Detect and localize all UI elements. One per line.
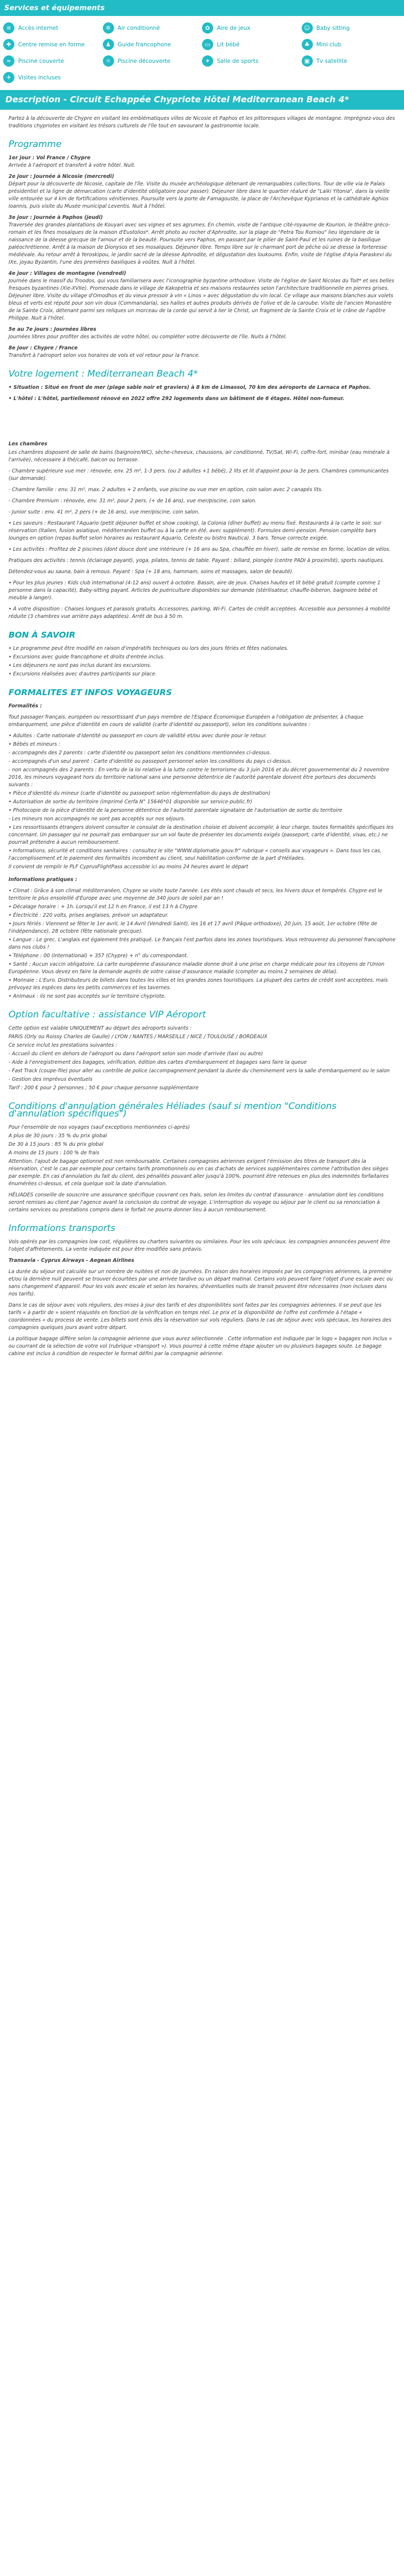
equipment-item <box>3 38 103 51</box>
transport-companies: Transavia - Cyprus Airways - Aegean Airlines <box>9 1258 134 1263</box>
bon-a-savoir-item: • Les déjeuners ne sont pas inclus durant les excursions. <box>9 663 152 669</box>
equipments-title: Services et équipements <box>0 0 404 16</box>
equipment-item <box>202 22 302 34</box>
equipment-item <box>202 55 302 67</box>
bon-a-savoir-title: BON À SAVOIR <box>9 630 76 640</box>
vip-item: - Gestion des imprévus éventuels <box>9 1077 93 1082</box>
annulation-p1: Attention, l'ajout de bagage optionnel est non remboursable. Certaines compagnies aériennes exigent l'émission des titres de transport dès la réservation, c'est le cas par exemple pour certains tarifs promotionnels ou en cas d'achats de services supplémentaires comme l'attribution des sièges par exemple. En cas d'annulation du fait du client, des pénalités pouvant aller jusqu'à 100%, pourront être retenues en plus des indemnités forfaitaires énumérées ci-dessus, et cela quelque soit la date d'annulation. <box>9 1159 389 1187</box>
annulation-item: De 30 à 15 jours : 85 % du prix global <box>9 1142 103 1147</box>
content <box>0 110 404 1377</box>
hotel-situation: • Situation : Situé en front de mer (plage sable noir et graviers) à 8 km de Limassol, 70 km des aéroports de Larnaca et Paphos. <box>9 385 371 390</box>
hotel-title: Votre logement : Mediterranean Beach 4* <box>9 369 198 379</box>
equipment-item <box>302 38 401 51</box>
day-head: 4e jour : Villages de montagne (vendredi) <box>9 271 126 276</box>
formalites-list <box>9 732 395 871</box>
day-head: 5e au 7e jours : Journées libres <box>9 327 96 332</box>
equipment-item <box>3 71 103 84</box>
formalites-item: • Photocopie de la pièce d'identité de la personne détentrice de l'autorité parentale signataire de l'autorisation de sortie du territoire <box>9 808 343 813</box>
equipment-item <box>103 55 203 67</box>
equipment-label: Visites incluses <box>18 74 61 81</box>
formalites-item: Il convient de remplir le PLF CyprusFlightPass accessible ici au moins 24 heures avant le départ <box>9 864 248 870</box>
formalites-item: • Adultes : Carte nationale d'identité ou passeport en cours de validité et/ou avec durée pour le retour. <box>9 733 267 739</box>
practical-item: • Jours fériés : Viennent se fêter le 1er avril, le 14 Avril (Vendredi Saint), les 16 et 17 avril (Pâque orthodoxe), 20 juin, 15 août, 1er octobre (fête de l'indépendance), 28 octobre (fête nationale grecque). <box>9 921 377 934</box>
day-head: 3e jour : Journée à Paphos (jeudi) <box>9 215 103 221</box>
indoor-pool-icon: ≈ <box>3 55 14 67</box>
equipment-label: Piscine couverte <box>18 58 64 64</box>
hotel-pay: Pratiques des activités : tennis (éclairage payant), yoga, pilates, tennis de table. Payant : billard, plongée (centre PADI à proximité), sports nautiques. <box>9 558 384 564</box>
practical-item: • Téléphone : 00 (International) + 357 (Chypre) + n° du correspondant. <box>9 953 188 959</box>
equipment-label: Piscine découverte <box>117 58 171 64</box>
practical-item: • Monnaie : L'Euro. Distributeurs de billets dans toutes les villes et les grandes zones touristiques. La plupart des cartes de crédit sont acceptées, mais prévoyez les espèces dans les petits commerces et les tavernes. <box>9 977 388 991</box>
equipments-grid <box>0 16 404 90</box>
equipment-label: Guide francophone <box>117 41 171 48</box>
gym-icon: ✦ <box>202 55 213 67</box>
hotel-activities: • Les activités : Profitez de 2 piscines (dont douce dont une intérieure (+ 16 ans au Spa, chauffée en hiver), salle de remise en forme, location de vélos. <box>9 547 391 552</box>
club-icon: ♣ <box>302 39 313 50</box>
description-intro: Partez à la découverte de Chypre en visitant les emblématiques villes de Nicosie et Paphos et les pittoresques villages de montagne. Imprégnez-vous des traditions chypriotes en visitant les trésors culturels de l'île tout en savourant la gastronomie locale. <box>9 116 395 129</box>
formalites-head: Formalités : <box>9 703 42 709</box>
rooms-sup: - Chambre supérieure vue mer : rénovée, env. 25 m², 1-3 pers. (ou 2 adultes +1 bébé), 2 lits et lit d'appoint pour la 3e pers. Chambres communicantes (sur demande). <box>9 468 389 482</box>
transport-title: Informations transports <box>9 1223 116 1234</box>
equipment-label: Accès internet <box>18 25 59 31</box>
formalites-item: • Autorisation de sortie du territoire (imprimé Cerfa N° 15646*01 disponible sur service-public.fr) <box>9 799 253 805</box>
equipment-label: Aire de jeux <box>217 25 251 31</box>
hotel-spa: Détendez-vous au sauna, bain à remous. Payant : Spa (+ 18 ans, hammam, soins et massages, salon de beauté). <box>9 569 294 575</box>
equipment-label: Salle de sports <box>217 58 258 64</box>
formalites-item: • Les ressortissants étrangers doivent consulter le consulat de la destination choisie et doivent accomplir, à leur charge, toutes formalités spécifiques les concernant. Un passager qui ne pourrait pas embarquer sur un vol faute de présenter les documents exigés (passeport, carte d'identité, visas, etc.) ne pourrait prétendre à aucun remboursement. <box>9 825 394 845</box>
day-text: Arrivée à l'aéroport et transfert à votre hôtel. Nuit. <box>9 162 136 168</box>
rooms-junior: - Junior suite : env. 41 m², 2 pers (+ de 16 ans), vue mer/piscine, coin salon. <box>9 509 200 515</box>
hotel-kids: • Pour les plus jeunes : Kids club international (4-12 ans) ouvert à octobre. Bassin, aire de jeux. Chaises hautes et lit bébé gratuit (compte comme 1 personne dans la capacité), Baby-sitting payant. Articles de puériculture disponibles sur demande (stérilisateur, chauffe-biberon, baignoire bébé et meuble à langer). <box>9 580 381 601</box>
programme-days <box>9 154 395 360</box>
vip-includes: Ce service inclut les prestations suivantes : <box>9 1042 117 1048</box>
bon-a-savoir-item: • Le programme peut être modifié en raison d'impératifs techniques ou lors des jours fériés et fêtes nationales. <box>9 646 289 651</box>
crib-icon: ▭ <box>202 39 213 50</box>
equipment-item <box>302 22 401 34</box>
practical-item: • Décalage horaire : + 1h. Lorsqu'il est 12 h en France, il est 13 h à Chypre <box>9 904 198 910</box>
day-text: Transfert à l'aéroport selon vos horaires de vols et vol retour pour la France. <box>9 353 200 358</box>
day-head: 1er jour : Vol France / Chypre <box>9 155 91 161</box>
equipment-label: Mini club <box>316 41 342 48</box>
vip-item: Tarif : 200 € pour 2 personnes ; 50 € pour chaque personne supplémentaire <box>9 1085 199 1091</box>
day-text: Départ pour la découverte de Nicosie, capitale de l'île. Visite du musée archéologique détenant de remarquables collections. Tour de ville via le Palais présidentiel et la ligne de démarcation (carte d'identité obligatoire pour passer). Déjeuner libre dans le quartier réaluré de "Laiki Yitonia", dans la vieille ville entourée sur 4 km de fortifications vénitiennes. Poursuite vers la porte de Famagouste, la place de l'Archevêque Kyprianos et la cathédrale Aghios Ioannis, puis visite du Musée municipal Leventis. Nuit à l'hôtel. <box>9 181 390 209</box>
description-title: Description - Circuit Echappée Chypriote Hôtel Mediterranean Beach 4* <box>0 90 404 110</box>
rooms-head: Les chambres <box>9 441 47 447</box>
bon-a-savoir-item: • Excursions réalisées avec d'autres participants sur place. <box>9 671 157 677</box>
annulation-list <box>9 1132 395 1157</box>
practical-item: • Santé : Aucun vaccin obligatoire. La carte européenne d'assurance maladie donne droit à une prise en charge médicale pour les citoyens de l'Union Européenne. Vous devez en faire la demande auprès de votre caisse d'assurance maladie (compter au moins 2 semaines de délai). <box>9 961 385 975</box>
equipment-label: Centre remise en forme <box>18 41 85 48</box>
programme-title: Programme <box>9 139 62 150</box>
vip-item: - Aide à l'enregistrement des bagages, vérification, édition des cartes d'embarquement et bagages sans faire la queue <box>9 1059 307 1065</box>
annulation-item: A plus de 30 jours : 35 % du prix global <box>9 1133 107 1139</box>
transport-p2: La durée du séjour est calculée sur un nombre de nuitées et non de journées. En raison des horaires imposés par les compagnies aériennes, la première et/ou la dernière nuit peuvent se trouver écourtées par une arrivée tardive ou un départ matinal. Certains vols peuvent faire l'objet d'une escale avec ou sans changement d'appareil. Pour les vols avec escale et selon les horaires, d'éventuelles nuits de transit peuvent être nécessaires (non incluses dans nos tarifs). <box>9 1269 393 1297</box>
day-head: 2e jour : Journée à Nicosie (mercredi) <box>9 174 115 180</box>
formalites-item: - accompagnés d'un seul parent : Carte d'identité ou passeport personnel selon les conditions du pays ci-dessus. <box>9 759 292 764</box>
formalites-item: - Les mineurs non accompagnés ne sont pas acceptés sur nos séjours. <box>9 816 185 822</box>
vip-title: Option facultative : assistance VIP Aéroport <box>9 1009 206 1020</box>
equipment-item <box>202 38 302 51</box>
annulation-p2: HÉLIADES conseille de souscrire une assurance spécifique couvrant ces frais, selon les limites du contrat d'assurance - annulation dont les conditions seront remises au client par l'agence avant la conclusion du contrat de voyage. L'interruption du voyage ou séjour par le client ou sa renonciation à certains services ou prestations compris dans le forfait ne pourra donner lieu à aucun remboursement. <box>9 1192 384 1213</box>
baby-icon: ☺ <box>302 22 313 34</box>
wifi-icon: ≋ <box>3 22 14 34</box>
playground-icon: ✿ <box>202 22 213 34</box>
practical-head: Informations pratiques : <box>9 877 77 883</box>
practical-item: • Langue : Le grec. L'anglais est également très pratiqué. Le français l'est parfois dans les zones touristiques. Vous retrouverez du personnel francophone dans nos clubs ! <box>9 937 395 950</box>
guide-icon: ♟ <box>103 39 114 50</box>
equipment-label: Air conditionné <box>117 25 160 31</box>
vip-item: - Accueil du client en dehors de l'aéroport ou dans l'aéroport selon son mode d'arrivée (taxi ou autre) <box>9 1051 263 1057</box>
snowflake-icon: ✲ <box>103 22 114 34</box>
transport-p3: Dans le cas de séjour avec vols réguliers, des mises à jour des tarifs et des disponibilités sont faites par les compagnies aériennes. Il se peut que les tarifs « à partir de » soient réajustés en fonction de la vérification en temps réel. Le prix et la disponibilité de l'offre est confirmée à l'étape « coordonnées » du process de vente. Les billets sont émis dès la réservation sur vols réguliers. Dans le cas de séjour avec vols spéciaux, les horaires des compagnies quelques jours avant votre départ. <box>9 1302 392 1331</box>
dumbbell-icon: ✚ <box>3 39 14 50</box>
vip-intro: Cette option est valable UNIQUEMENT au départ des aéroports suivants : <box>9 1025 192 1031</box>
equipment-item <box>103 22 203 34</box>
bon-a-savoir-item: • Excursions avec guide francophone et droits d'entrée inclus. <box>9 654 165 660</box>
annulation-title: Conditions d'annulation générales Héliades (sauf si mention "Conditions d'annulation spécifiques") <box>9 1101 337 1119</box>
visit-icon: ✈ <box>3 72 14 83</box>
vip-cities: PARIS (Orly ou Roissy Charles de Gaulle) / LYON / NANTES / MARSEILLE / NICE / TOULOUSE / BORDEAUX <box>9 1034 268 1040</box>
day-head: 8e jour : Chypre / France <box>9 345 78 351</box>
annulation-intro: Pour l'ensemble de nos voyages (sauf exceptions mentionnées ci-après) <box>9 1124 190 1130</box>
equipment-item <box>103 38 203 51</box>
equipment-label: Lit bébé <box>217 41 240 48</box>
rooms-family: - Chambre famille : env. 31 m², max. 2 adultes + 2 enfants, vue piscine ou vue mer en option, coin salon avec 2 canapés lits. <box>9 487 323 493</box>
equipment-label: Tv satellite <box>316 58 348 64</box>
practical-list <box>9 887 395 1000</box>
transport-p1: Vols opérés par les compagnies low cost, régulières ou charters suivantes ou similaires. Pour les vols spéciaux, les compagnies annoncées peuvent être l'objet d'affrètements. La vente indiquée est pour être modifiée sans préavis. <box>9 1239 391 1252</box>
equipment-item <box>302 55 401 67</box>
formalites-item: • Bébés et mineurs : <box>9 741 60 747</box>
practical-item: • Électricité : 220 volts, prises anglaises, prévoir un adaptateur. <box>9 912 169 918</box>
vip-list <box>9 1050 395 1092</box>
day-text: Journée dans le massif du Troodos, qui vous familiarisera avec l'iconographie byzantine orthodoxe. Visite de l'église de Saint Nicolas du Toit* et ses belles fresques byzantines (Xie-XVIIe). Promenade dans le village de Kakopetria et ses maisons restaurées selon l'architecture traditionnelle en pierres grises. Déjeuner libre. Visite du village d'Omodhos et du vieux pressoir à vin « Linos » avec dégustation du vin local. Ce village aux maisons blanches aux volets bleus et verts est réputé pour son vin doux (Commandaria), ses halles et autres produits dérivés de l'olive et de la caroube. Visite de l'ancien Monastère de la Sainte Croix, détenant parmi ses reliques un morceau de la corde qui servit à lier le Christ, un fragment de la Sainte Croix et le crâne de l'apôtre Philippe. Nuit à l'hôtel. <box>9 278 394 321</box>
formalites-title: FORMALITES ET INFOS VOYAGEURS <box>9 688 172 697</box>
hotel-good: • À votre disposition : Chaises longues et parasols gratuits. Accessoires, parking, Wi-Fi. Cartes de crédit acceptées. Accessible aux personnes à mobilité réduite (3 chambres vue arrière pays adaptées). Arrêt de bus à 50 m. <box>9 606 390 619</box>
practical-item: • Climat : Grâce à son climat méditerranéen, Chypre se visite toute l'année. Les étés sont chauds et secs, les hivers doux et tempérés. Chypre est le territoire le plus ensoleillé d'Europe avec une moyenne de 340 jours de soleil par an ! <box>9 888 383 901</box>
bon-a-savoir-list <box>9 645 395 678</box>
transport-p4: La politique bagage diffère selon la compagnie aérienne que vous aurez sélectionnée . Cette information est indiquée par le logo « bagages non inclus » ou courrant de la sélection de votre vol (rubrique «transport »). Vous pourrez à cette même étape ajouter un ou plusieurs bagages soute. Le bagage cabine est inclus à condition de respecter le format défini par la compagnie aérienne. <box>9 1336 392 1357</box>
day-text: Traversée des grandes plantations de Kouyari avec ses vignes et ses agrumes. En chemin, visite de l'antique cité-royaume de Kourion, le théâtre gréco-romain et les fines mosaïques de la maison d'Eustolios*. Arrêt photo au rocher d'Aphrodite, sur la plage de "Petra Tou Romiou" lieu légendaire de la naissance de la déesse grecque de l'amour et de la beauté. Poursuite vers Paphos, en passant par le pilier de Saint-Paul et les ruines de la basilique paléochrétienne. Arrêt à la maison de Dionysos et ses mosaïques. Déjeuner libre. Temps libre sur le charmant port de pêche où se dresse la forteresse médiévale. Au retour arrêt à Yeroskipou, le jardin sacré de la déesse Aphrodite, et dégustation des loukoums. Enfin, visite de l'église d'Ayia Paraskevi du IXe, joyau Byzantin, l'une des premières basiliques à voûtes. Nuit à l'hôtel. <box>9 222 392 265</box>
tv-icon: ▣ <box>302 55 313 67</box>
annulation-item: A moins de 15 jours : 100 % de frais <box>9 1150 100 1156</box>
rooms-text: Les chambres disposent de salle de bains (baignoire/WC), sèche-cheveux, chaussons, air conditionné, TV/Sat, Wi-Fi, coffre-fort, minibar (eau minérale à l'arrivée), nécessaire à thé/café, balcon ou terrasse. <box>9 450 390 463</box>
vip-item: - Fast Track (coupe-file) pour aller au contrôle de police (accompagnement pendant la durée du cheminement vers la salle d'embarquement ou le salon <box>9 1068 390 1074</box>
formalites-item: - accompagnés des 2 parents : carte d'identité ou passeport selon les conditions mentionnées ci-dessus. <box>9 750 271 756</box>
day-text: Journées libres pour profiter des activités de votre hôtel, ou compléter votre découverte de l'île. Nuits à l'hôtel. <box>9 334 287 340</box>
equipment-label: Baby sitting <box>316 25 350 31</box>
hotel-line: • L'hôtel : L'hôtel, partiellement rénové en 2022 offre 292 logements dans un bâtiment de 6 étages. Hôtel non-fumeur. <box>9 396 344 402</box>
equipment-item <box>3 55 103 67</box>
hotel-food: • Les saveurs : Restaurant l'Aquario (petit déjeuner buffet et show cooking), la Colonia (dîner buffet) au menu fixé. Restaurants à la carte le soir, sur réservation (Italien, fusion asiatique, méditerranéen buffet ou à la carte en été, avec supplément). Formules demi-pension. Pension complète bars lounges en option (repas buffet selon horaires au restaurant Aquario, Celeste ou bistro Nautica). 3 bars. Tenue correcte exigée. <box>9 520 382 541</box>
formalites-intro: Tout passager français, européen ou ressortissant d'un pays membre de l'Espace Économique Européen a l'obligation de présenter, à chaque embarquement, une pièce d'identité en cours de validité (carte d'identité ou passeport), selon les conditions suivantes : <box>9 714 363 728</box>
formalites-item: • Pièce d'identité du mineur (carte d'identité ou passeport selon réglementation du pays de destination) <box>9 790 271 796</box>
formalites-item: - non accompagnés des 2 parents : En vertu de la loi relative à la lutte contre le terrorisme du 3 juin 2016 et du décret gouvernemental du 2 novembre 2016, les mineurs voyageant hors du territoire national sans une personne détentrice de l'autorité parentale doivent être porteurs des documents suivants : <box>9 767 390 788</box>
equipment-item <box>3 22 103 34</box>
practical-item: • Animaux : ils ne sont pas acceptés sur le territoire chypriote. <box>9 993 166 999</box>
formalites-item: • Informations, sécurité et conditions sanitaires : consultez le site "WWW.diplomatie.gouv.fr" rubrique « conseils aux voyageurs ». Dans tous les cas, l'accomplissement et le paiement des formalités incombent au client, seul habilitation conforme de la part d'Héliades. <box>9 848 382 861</box>
outdoor-pool-icon: ☼ <box>103 55 114 67</box>
rooms-premium: - Chambre Premium : rénovée, env. 31 m², pour 2 pers. (+ de 16 ans), vue mer/piscine, coin salon. <box>9 498 257 504</box>
